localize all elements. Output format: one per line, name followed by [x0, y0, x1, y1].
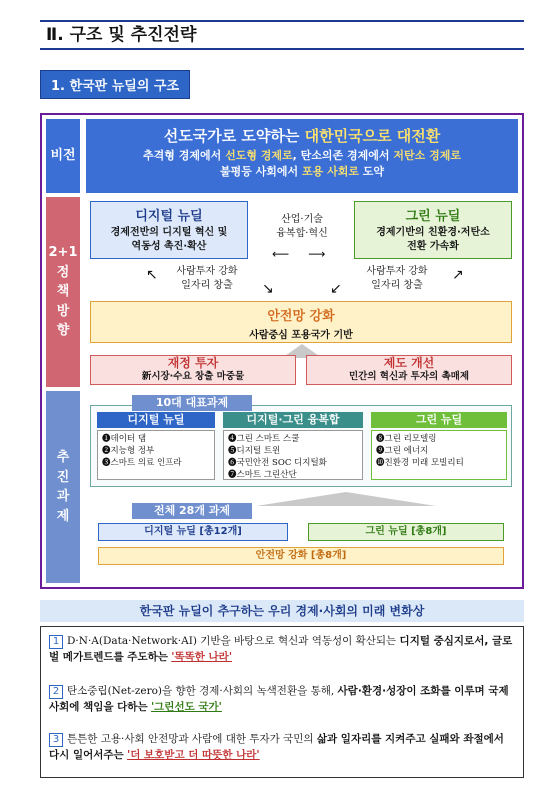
fusion-text	[256, 213, 348, 240]
invest-line: 사람투자 강화	[176, 266, 238, 277]
side-label-policy-part: 책	[56, 284, 70, 300]
policy-section	[86, 197, 518, 387]
vision-head	[86, 125, 518, 146]
fiscal-head: 재정 투자	[167, 356, 219, 370]
vision-highlight: 선도형 경제로	[225, 149, 293, 162]
green-body	[355, 226, 511, 253]
total-digital: 디지털 뉴딜 [총12개]	[98, 523, 288, 541]
future-item	[49, 683, 515, 716]
double-arrow-icon: ⟵ ⟶	[272, 247, 326, 261]
institution-box	[306, 355, 512, 385]
side-label-policy-part: 향	[56, 323, 70, 339]
future-title: 한국판 뉴딜이 추구하는 우리 경제·사회의 미래 변화상	[40, 600, 524, 622]
invest-line: 일자리 창출	[371, 279, 423, 291]
invest-line: 일자리 창출	[181, 279, 233, 291]
vision-head-b: 대한민국으로 대전환	[304, 127, 441, 145]
green-head: 그린 뉴딜	[405, 209, 461, 224]
task-item: ❻국민안전 SOC 디지털화	[228, 457, 327, 468]
sub-title: 1. 한국판 뉴딜의 구조	[40, 70, 190, 99]
digital-body-line: 역동성 촉진·확산	[131, 240, 207, 252]
side-label-tasks-part: 추	[56, 450, 70, 465]
task-list	[97, 430, 215, 480]
green-body-line: 전환 가속화	[407, 240, 459, 252]
side-label-tasks-part: 진	[56, 469, 70, 485]
side-label-policy	[46, 197, 80, 387]
side-label-policy-part: 2+1	[48, 245, 78, 261]
fiscal-investment-box	[90, 355, 296, 385]
column-label: 디지털·그린 융복합	[223, 412, 363, 428]
fusion-line: 융복합·혁신	[276, 227, 328, 239]
item-bold: 사람·환경·성장이 조화를 이루며 국제사회에 책임을 다하는	[49, 685, 509, 714]
side-label-tasks	[46, 391, 80, 583]
task-item: ❽그린 리모델링	[376, 434, 437, 444]
safety-body: 사람중심 포용국가 기반	[249, 330, 353, 341]
task-list	[371, 430, 507, 480]
task-item: ❼스마트 그린산단	[228, 469, 297, 480]
digital-body-line: 경제전반의 디지털 혁신 및	[110, 227, 228, 238]
vision-text: , 탄소의존 경제에서	[292, 149, 394, 162]
item-quote: '그린선도 국가'	[150, 701, 222, 714]
section-title: Ⅱ. 구조 및 추진전략	[40, 20, 524, 50]
task-item: ❷지능형 정부	[102, 445, 155, 456]
digital-body	[91, 226, 247, 253]
column-label: 디지털 뉴딜	[97, 412, 215, 428]
tasks-section	[86, 391, 518, 583]
task-list	[223, 430, 363, 480]
task-item: ❿친환경 미래 모빌리티	[376, 457, 464, 468]
green-body-line: 경제기반의 친환경·저탄소	[376, 227, 490, 238]
item-number: 2	[49, 685, 63, 699]
structure-diagram	[40, 113, 524, 589]
sub-title-wrap	[40, 70, 190, 99]
vision-body	[86, 148, 518, 180]
digital-newdeal-box	[90, 201, 248, 259]
future-item	[49, 633, 515, 666]
task-item: ❸스마트 의료 인프라	[102, 457, 182, 468]
vision-text: 불평등 사회에서	[219, 164, 302, 178]
diagonal-arrow-icon: ↗	[452, 267, 464, 283]
diagonal-arrow-icon: ↘	[262, 281, 274, 297]
total-safety: 안전망 강화 [총8개]	[98, 547, 504, 565]
vision-head-a: 선도국가로 도약하는	[163, 127, 305, 145]
item-bold: 디지털 중심지로서, 글로벌 메가트렌드를 주도하는	[49, 635, 513, 664]
item-number: 1	[49, 635, 63, 649]
vision-box	[86, 119, 518, 193]
total-label: 전체 28개 과제	[132, 503, 252, 519]
item-quote: '똑똑한 나라'	[171, 651, 233, 664]
total-green: 그린 뉴딜 [총8개]	[308, 523, 504, 541]
side-label-tasks-part: 과	[56, 489, 70, 504]
digital-head: 디지털 뉴딜	[135, 209, 203, 224]
institution-head: 제도 개선	[383, 356, 435, 370]
diagonal-arrow-icon: ↖	[146, 267, 158, 283]
item-bold: 삶과 일자리를 지켜주고 실패와 좌절에서 다시 일어서주는	[49, 733, 504, 762]
column-digital	[97, 412, 215, 482]
green-newdeal-box	[354, 201, 512, 259]
side-label-vision: 비전	[46, 119, 80, 193]
item-text: 탄소중립(Net-zero)을 향한 경제·사회의 녹색전환을 통해,	[67, 685, 338, 697]
column-fusion	[223, 412, 363, 482]
future-box	[40, 626, 524, 778]
side-label-policy-part: 방	[56, 303, 70, 319]
item-number: 3	[49, 733, 63, 747]
safety-net-box	[90, 301, 512, 343]
vision-highlight: 포용 사회로	[301, 164, 359, 178]
fiscal-body: 新시장·수요 창출 마중물	[141, 371, 245, 382]
institution-body: 민간의 혁신과 투자의 촉매제	[348, 371, 470, 382]
fusion-line: 산업·기술	[281, 214, 323, 225]
item-text: 튼튼한 고용·사회 안전망과 사람에 대한 투자가 국민의	[67, 733, 317, 745]
top10-label: 10대 대표과제	[132, 395, 252, 411]
safety-head: 안전망 강화	[267, 309, 335, 324]
up-arrow-icon	[256, 492, 436, 506]
task-item: ❾그린 에너지	[376, 445, 429, 456]
invest-right	[342, 265, 452, 292]
item-quote: '더 보호받고 더 따뜻한 나라'	[127, 749, 260, 762]
top10-box	[90, 405, 512, 487]
item-text: D·N·A(Data·Network·AI) 기반을 바탕으로 혁신과 역동성이 확산되는	[67, 635, 400, 647]
task-item: ❶데이터 댐	[102, 434, 147, 444]
column-label: 그린 뉴딜	[371, 412, 507, 428]
task-item: ❺디지털 트윈	[228, 445, 281, 456]
vision-highlight: 저탄소 경제로	[393, 149, 461, 162]
vision-text: 도약	[358, 164, 385, 178]
column-green	[371, 412, 507, 482]
task-item: ❹그린 스마트 스쿨	[228, 434, 300, 444]
diagonal-arrow-icon: ↙	[330, 281, 342, 297]
invest-line: 사람투자 강화	[366, 266, 428, 277]
invest-left	[152, 265, 262, 292]
future-item	[49, 731, 515, 764]
side-label-tasks-part: 제	[56, 508, 70, 524]
vision-text: 추격형 경제에서	[143, 149, 226, 162]
side-label-policy-part: 정	[56, 264, 70, 280]
